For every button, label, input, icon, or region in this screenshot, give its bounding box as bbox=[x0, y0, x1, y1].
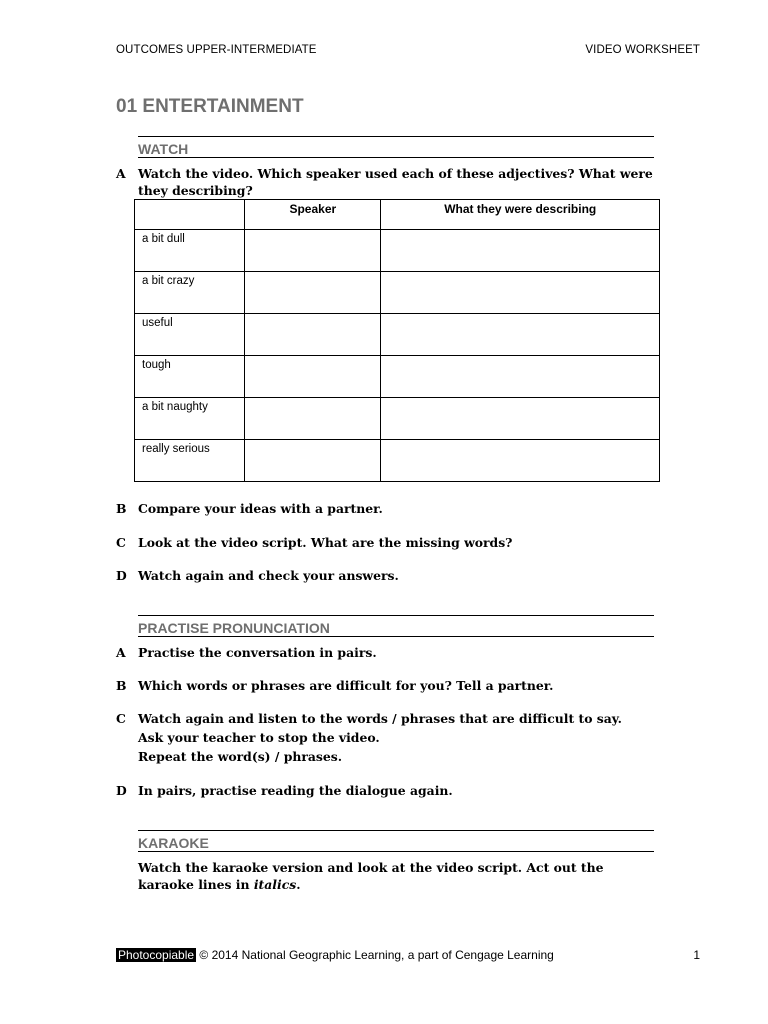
item-letter: A bbox=[116, 645, 126, 660]
adjectives-table bbox=[134, 199, 660, 482]
italics-word: italics bbox=[253, 877, 297, 892]
item-text-line1: Watch again and listen to the words / phrases that are difficult to say. bbox=[138, 711, 622, 726]
item-letter: C bbox=[116, 711, 126, 726]
adjective-cell: a bit dull bbox=[135, 230, 245, 272]
table-row bbox=[135, 230, 660, 272]
page-number: 1 bbox=[693, 948, 700, 962]
table-row bbox=[135, 398, 660, 440]
adjective-cell: a bit naughty bbox=[135, 398, 245, 440]
item-letter: A bbox=[116, 166, 126, 181]
item-text-line3: Repeat the word(s) / phrases. bbox=[138, 749, 343, 764]
footer-copyright bbox=[116, 948, 554, 962]
item-letter: B bbox=[116, 678, 127, 693]
table-header-describing: What they were describing bbox=[381, 200, 660, 230]
karaoke-text: Watch the karaoke version and look at the video script. Act out the karaoke lines in italics. bbox=[138, 860, 604, 892]
item-letter: D bbox=[116, 568, 127, 583]
section-heading-pronunciation: PRACTISE PRONUNCIATION bbox=[138, 615, 654, 637]
section-heading-watch: WATCH bbox=[138, 136, 654, 158]
speaker-answer-cell[interactable] bbox=[245, 356, 381, 398]
table-header-speaker: Speaker bbox=[245, 200, 381, 230]
adjective-cell: really serious bbox=[135, 440, 245, 482]
describing-answer-cell[interactable] bbox=[381, 356, 660, 398]
table-row bbox=[135, 314, 660, 356]
item-text: Practise the conversation in pairs. bbox=[138, 645, 377, 660]
describing-answer-cell[interactable] bbox=[381, 398, 660, 440]
copyright-text: © 2014 National Geographic Learning, a part of Cengage Learning bbox=[199, 948, 554, 962]
item-text-line2: Ask your teacher to stop the video. bbox=[138, 730, 380, 745]
item-text: Compare your ideas with a partner. bbox=[138, 501, 383, 516]
speaker-answer-cell[interactable] bbox=[245, 230, 381, 272]
item-letter: C bbox=[116, 535, 126, 550]
table-header-cell bbox=[135, 200, 245, 230]
speaker-answer-cell[interactable] bbox=[245, 398, 381, 440]
item-text: Look at the video script. What are the missing words? bbox=[138, 535, 513, 550]
table-row bbox=[135, 272, 660, 314]
item-text: Which words or phrases are difficult for you? Tell a partner. bbox=[138, 678, 554, 693]
item-letter: D bbox=[116, 783, 127, 798]
describing-answer-cell[interactable] bbox=[381, 314, 660, 356]
photocopiable-badge: Photocopiable bbox=[118, 948, 195, 962]
item-text: Watch the video. Which speaker used each of these adjectives? What were they describing? bbox=[138, 166, 653, 198]
item-text: In pairs, practise reading the dialogue again. bbox=[138, 783, 453, 798]
item-text: Watch again and check your answers. bbox=[138, 568, 399, 583]
speaker-answer-cell[interactable] bbox=[245, 440, 381, 482]
table-header-row bbox=[135, 200, 660, 230]
describing-answer-cell[interactable] bbox=[381, 230, 660, 272]
speaker-answer-cell[interactable] bbox=[245, 314, 381, 356]
section-heading-karaoke: KARAOKE bbox=[138, 830, 654, 852]
item-letter: B bbox=[116, 501, 127, 516]
table-row bbox=[135, 440, 660, 482]
header-course-title: OUTCOMES UPPER-INTERMEDIATE bbox=[116, 44, 317, 56]
adjective-cell: tough bbox=[135, 356, 245, 398]
describing-answer-cell[interactable] bbox=[381, 440, 660, 482]
adjective-cell: a bit crazy bbox=[135, 272, 245, 314]
describing-answer-cell[interactable] bbox=[381, 272, 660, 314]
adjective-cell: useful bbox=[135, 314, 245, 356]
table-row bbox=[135, 356, 660, 398]
speaker-answer-cell[interactable] bbox=[245, 272, 381, 314]
page-title: 01 ENTERTAINMENT bbox=[116, 96, 304, 117]
header-worksheet-type: VIDEO WORKSHEET bbox=[585, 44, 700, 56]
